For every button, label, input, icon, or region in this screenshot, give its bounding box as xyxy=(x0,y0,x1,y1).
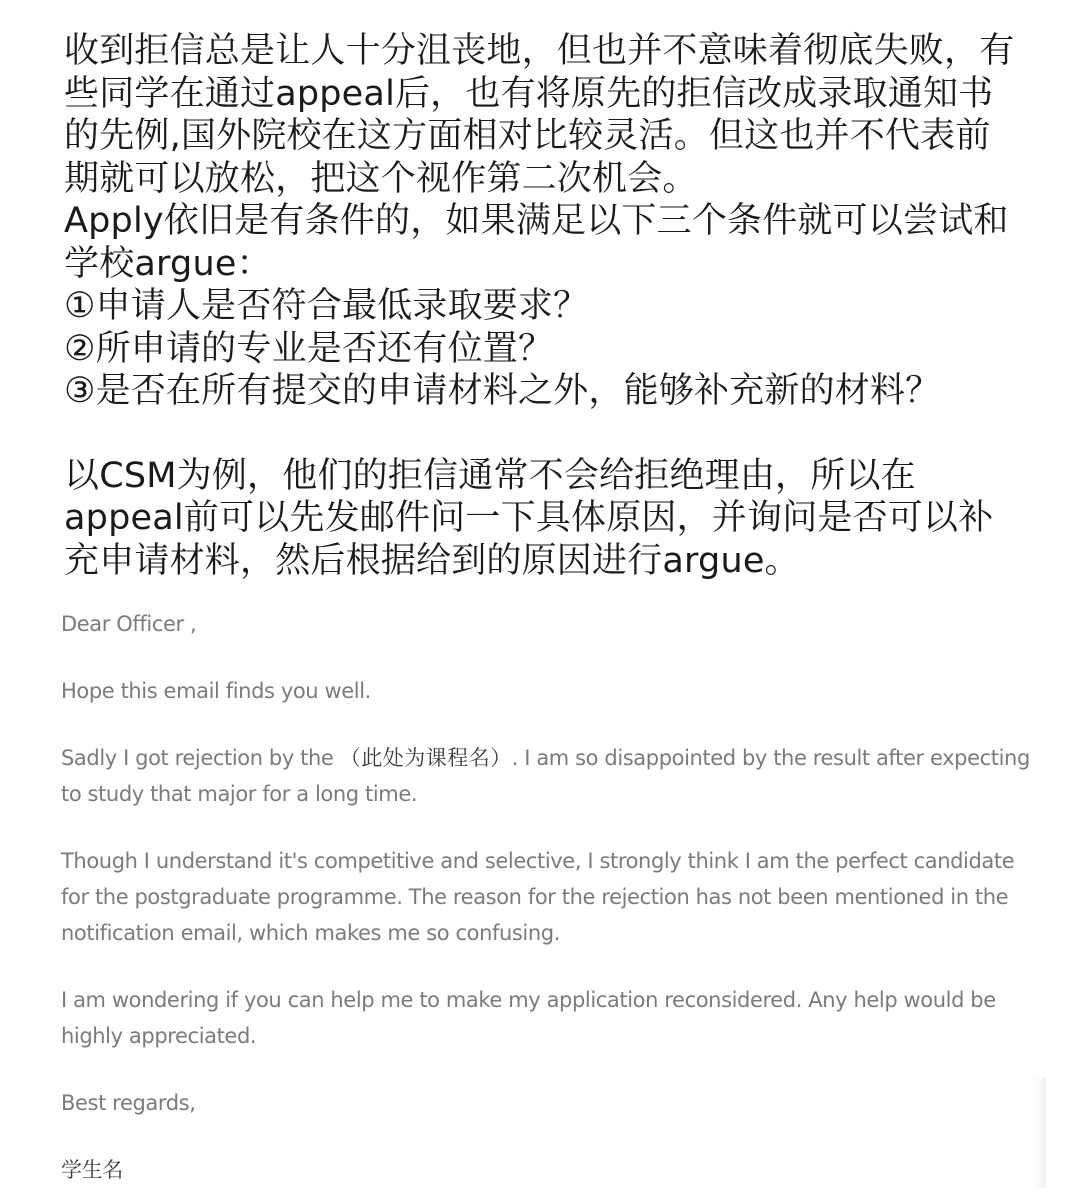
email-gap xyxy=(61,1121,1031,1152)
intro-section xyxy=(64,30,1024,582)
email-paragraph-1 xyxy=(61,740,1031,812)
condition-item-1: ①申请人是否符合最低录取要求？ xyxy=(64,286,589,326)
condition-item-2: ②所申请的专业是否还有位置？ xyxy=(64,328,554,369)
edge-shadow xyxy=(1034,1078,1046,1188)
email-gap xyxy=(61,812,1031,843)
intro-paragraph-2: Apply依旧是有条件的，如果满足以下三个条件就可以尝试和学校argue： xyxy=(64,201,1009,284)
email-gap xyxy=(61,1054,1031,1085)
intro-paragraph-3: 以CSM为例，他们的拒信通常不会给拒绝理由，所以在appeal前可以先发邮件问一下具体原因，并询问是否可以补充申请材料，然后根据给到的原因进行argue。 xyxy=(64,455,994,581)
course-name-placeholder: （此处为课程名） xyxy=(339,746,512,770)
email-paragraph-3: I am wondering if you can help me to make my application reconsidered. Any help would be highly appreciated. xyxy=(61,988,996,1048)
email-signature: 学生名 xyxy=(61,1158,123,1182)
email-salutation: Dear Officer , xyxy=(61,612,197,636)
email-paragraph-2: Though I understand it's competitive and selective, I strongly think I am the perfect candidate for the postgraduate programme. The reason for the rejection has not been mentioned in the notification email, which makes me so confusing. xyxy=(61,849,1015,945)
email-paragraph-1-end: . I am so disappointed by the result after expecting to study that major for a long time. xyxy=(61,746,1030,806)
email-gap xyxy=(61,951,1031,982)
email-closing: Best regards, xyxy=(61,1091,196,1115)
email-paragraph-1-start: Sadly I got rejection by the xyxy=(61,746,340,770)
condition-item-3: ③是否在所有提交的申请材料之外，能够补充新的材料？ xyxy=(64,371,941,411)
email-gap xyxy=(61,642,1031,673)
paragraph-gap xyxy=(64,413,1024,455)
email-template xyxy=(61,606,1031,1188)
email-gap xyxy=(61,709,1031,740)
intro-paragraph-1: 收到拒信总是让人十分沮丧地，但也并不意味着彻底失败，有些同学在通过appeal后，也有将原先的拒信改成录取通知书的先例,国外院校在这方面相对比较灵活。但这也并不代表前期就可以放松，把这个视作第二次机会。 xyxy=(64,31,1015,199)
email-greeting: Hope this email finds you well. xyxy=(61,679,371,703)
